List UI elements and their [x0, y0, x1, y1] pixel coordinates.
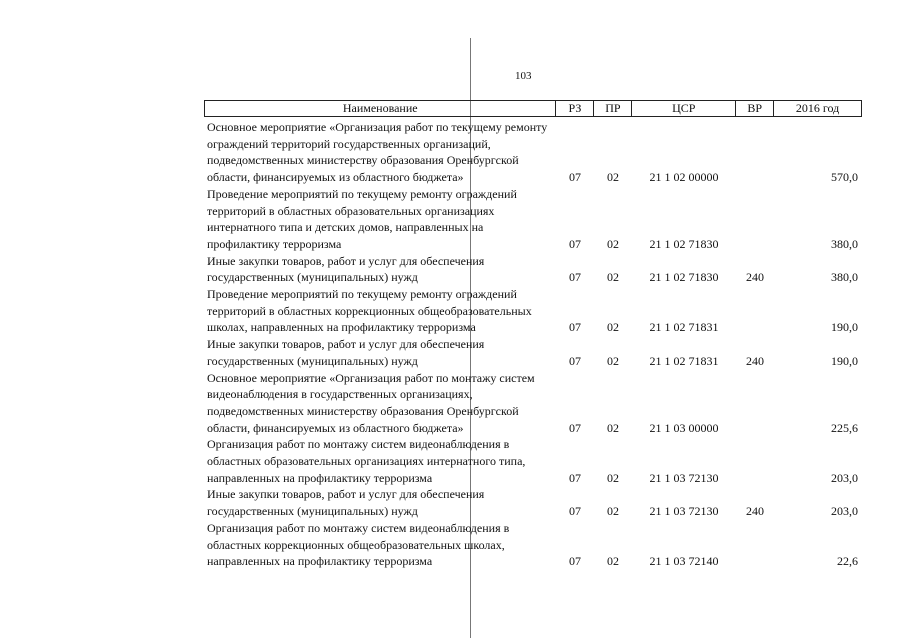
budget-table: [204, 100, 862, 570]
table-row: [204, 286, 862, 336]
row-value: 190,0: [831, 353, 858, 368]
row-csr: 21 1 02 00000: [649, 170, 719, 185]
table-body: [204, 119, 862, 570]
row-rz: 07: [569, 236, 581, 251]
row-name: Иные закупки товаров, работ и услуг для обеспечения государственных (муниципальных) нужд: [207, 253, 485, 285]
page-number: 103: [515, 70, 532, 82]
row-vr: 240: [746, 504, 764, 519]
row-value: 22,6: [837, 554, 858, 569]
row-value: 203,0: [831, 470, 858, 485]
row-vr: 240: [746, 353, 764, 368]
header-name: Наименование: [205, 101, 556, 116]
row-csr: 21 1 03 72130: [649, 504, 719, 519]
header-csr: ЦСР: [632, 101, 736, 116]
row-csr: 21 1 02 71830: [649, 270, 719, 285]
row-csr: 21 1 02 71831: [649, 353, 719, 368]
row-value: 190,0: [831, 320, 858, 335]
table-row: [204, 370, 862, 437]
table-row: [204, 336, 862, 369]
row-value: 225,6: [831, 420, 858, 435]
table-row: [204, 436, 862, 486]
row-pr: 02: [607, 320, 619, 335]
row-csr: 21 1 02 71830: [649, 236, 719, 251]
row-name: Проведение мероприятий по текущему ремонту ограждений территорий в областных коррекционных общеобразовательных школах, направленных на профилактику терроризма: [207, 287, 532, 335]
row-value: 570,0: [831, 170, 858, 185]
row-csr: 21 1 03 72140: [649, 554, 719, 569]
table-row: [204, 486, 862, 519]
table-row: [204, 186, 862, 253]
row-csr: 21 1 03 00000: [649, 420, 719, 435]
row-rz: 07: [569, 353, 581, 368]
row-name: Проведение мероприятий по текущему ремонту ограждений территорий в областных образовательных организациях интернатного типа и детских домов, направленных на профилактику терроризма: [207, 186, 517, 251]
header-year: 2016 год: [774, 101, 862, 116]
row-csr: 21 1 03 72130: [649, 470, 719, 485]
row-rz: 07: [569, 470, 581, 485]
row-pr: 02: [607, 504, 619, 519]
row-name: Организация работ по монтажу систем видеонаблюдения в областных коррекционных общеобразовательных школах, направленных на профилактику терроризма: [207, 520, 510, 569]
row-rz: 07: [569, 170, 581, 185]
row-value: 380,0: [831, 270, 858, 285]
row-name: Основное мероприятие «Организация работ по монтажу систем видеонаблюдения в государственных организациях, подведомственных министерству образования Оренбургской области, финансируемых из областного бюджета»: [207, 370, 535, 435]
row-rz: 07: [569, 554, 581, 569]
row-rz: 07: [569, 320, 581, 335]
row-pr: 02: [607, 270, 619, 285]
row-pr: 02: [607, 470, 619, 485]
header-pr: ПР: [594, 101, 632, 116]
row-pr: 02: [607, 554, 619, 569]
header-rz: РЗ: [556, 101, 594, 116]
row-name: Основное мероприятие «Организация работ по текущему ремонту ограждений территорий государственных организаций, подведомственных министерству образования Оренбургской области, финансируемых из областного бюджета»: [207, 120, 548, 185]
row-vr: 240: [746, 270, 764, 285]
row-name: Иные закупки товаров, работ и услуг для обеспечения государственных (муниципальных) нужд: [207, 487, 485, 519]
row-rz: 07: [569, 270, 581, 285]
row-pr: 02: [607, 353, 619, 368]
row-name: Организация работ по монтажу систем видеонаблюдения в областных образовательных организациях интернатного типа, направленных на профилактику терроризма: [207, 437, 526, 485]
table-row: [204, 520, 862, 570]
table-header: [204, 100, 862, 117]
row-value: 380,0: [831, 236, 858, 251]
table-row: [204, 119, 862, 186]
row-name: Иные закупки товаров, работ и услуг для обеспечения государственных (муниципальных) нужд: [207, 337, 485, 368]
row-pr: 02: [607, 236, 619, 251]
table-row: [204, 253, 862, 286]
row-pr: 02: [607, 420, 619, 435]
row-pr: 02: [607, 170, 619, 185]
header-vr: ВР: [736, 101, 774, 116]
row-rz: 07: [569, 420, 581, 435]
row-csr: 21 1 02 71831: [649, 320, 719, 335]
row-rz: 07: [569, 504, 581, 519]
row-value: 203,0: [831, 504, 858, 519]
